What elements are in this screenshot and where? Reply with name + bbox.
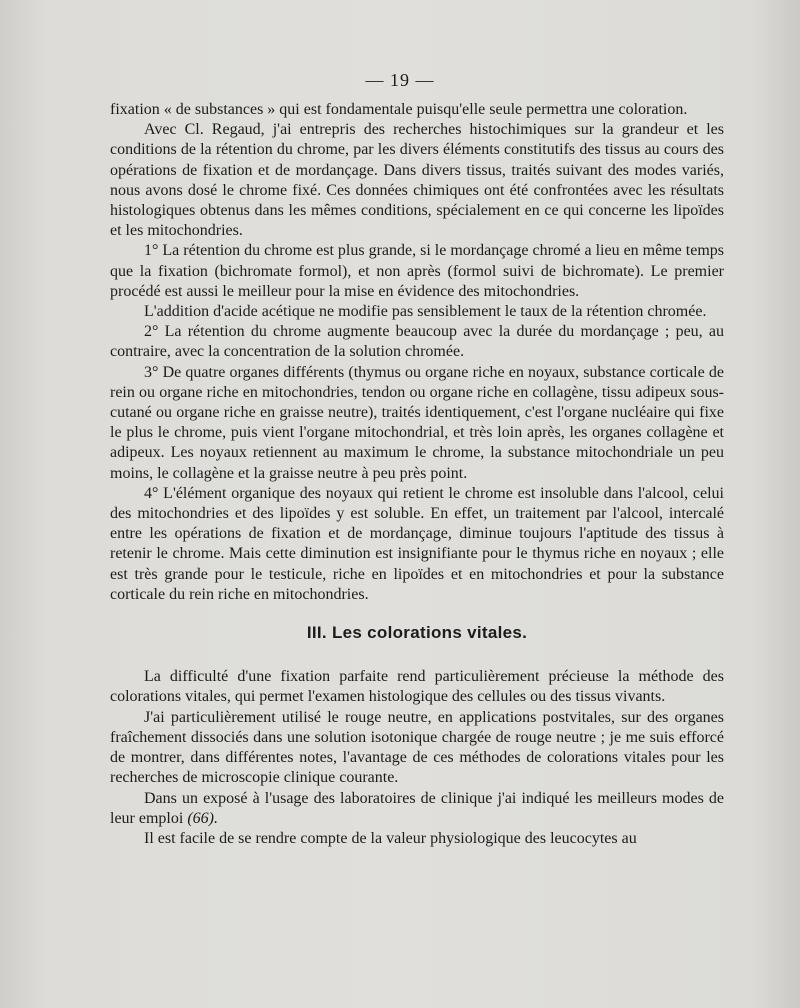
paragraph-point-2: 2° La rétention du chrome augmente beaucoup avec la durée du mordançage ; peu, au contraire, avec la concentration de la solution chromée.	[110, 323, 724, 361]
paragraph-acetic-acid: L'addition d'acide acétique ne modifie pas sensiblement le taux de la rétention chromée.	[144, 303, 707, 321]
clinic-text: Dans un exposé à l'usage des laboratoires de clinique j'ai indiqué les meilleurs modes de leur emploi	[110, 789, 724, 827]
citation-reference: (66).	[187, 809, 218, 827]
section-heading: III. Les colorations vitales.	[306, 623, 528, 643]
paragraph-point-4: 4° L'élément organique des noyaux qui retient le chrome est insoluble dans l'alcool, celui des mitochondries et des lipoïdes y est soluble. En effet, un traitement par l'alcool, intercalé entre les opérations de fixation et de mordançage, diminue toujours l'aptitude des tissus à retenir le chrome. Mais cette diminution est insignifiante pour le thymus riche en noyaux ; elle est très grande pour le testicule, riche en lipoïdes et en mitochondries et pour la substance corticale du rein riche en mitochondries.	[110, 484, 724, 603]
paragraph-vital-staining: La difficulté d'une fixation parfaite rend particulièrement précieuse la méthode des colorations vitales, qui permet l'examen histologique des cellules ou des tissus vivants.	[110, 668, 724, 706]
paragraph-clinic	[110, 789, 724, 829]
page-body	[110, 100, 724, 849]
paragraph-point-3: 3° De quatre organes différents (thymus ou organe riche en noyaux, substance corticale de rein ou organe riche en mitochondries, tendon ou organe riche en collagène, tissu adipeux sous-cutané ou organe riche en graisse neutre), traités identiquement, c'est l'organe nucléaire qui fixe le plus le chrome, puis vient l'organe mitochondrial, et très loin après, les organes collagène et adipeux. Les noyaux retiennent au maximum le chrome, la substance mitochondriale un peu moins, le collagène et la graisse neutre à peu près point.	[110, 363, 724, 482]
paragraph-continuation: fixation « de substances » qui est fondamentale puisqu'elle seule permettra une coloration.	[110, 101, 688, 118]
page-number: — 19 —	[365, 70, 435, 90]
paragraph-neutral-red: J'ai particulièrement utilisé le rouge neutre, en applications postvitales, sur des organes fraîchement dissociés dans une solution isotonique chargée de rouge neutre ; je me suis efforcé de montrer, dans différentes notes, l'avantage de ces méthodes de colorations vitales pour les recherches de microscopie clinique courante.	[110, 708, 724, 787]
paragraph-regaud: Avec Cl. Regaud, j'ai entrepris des recherches histochimiques sur la grandeur et les conditions de la rétention du chrome, par les divers éléments constitutifs des tissus au cours des opérations de fixation et de mordançage. Dans divers tissus, traités suivant des modes variés, nous avons dosé le chrome fixé. Ces données chimiques ont été confrontées avec les résultats histologiques obtenus dans les mêmes conditions, spécialement en ce qui concerne les lipoïdes et les mitochondries.	[110, 121, 724, 240]
paragraph-leucocytes: Il est facile de se rendre compte de la valeur physiologique des leucocytes au	[144, 829, 637, 847]
paragraph-point-1: 1° La rétention du chrome est plus grande, si le mordançage chromé a lieu en même temps que la fixation (bichromate formol), et non après (formol suivi de bichromate). Le premier procédé est aussi le meilleur pour la mise en évidence des mitochondries.	[110, 242, 724, 300]
